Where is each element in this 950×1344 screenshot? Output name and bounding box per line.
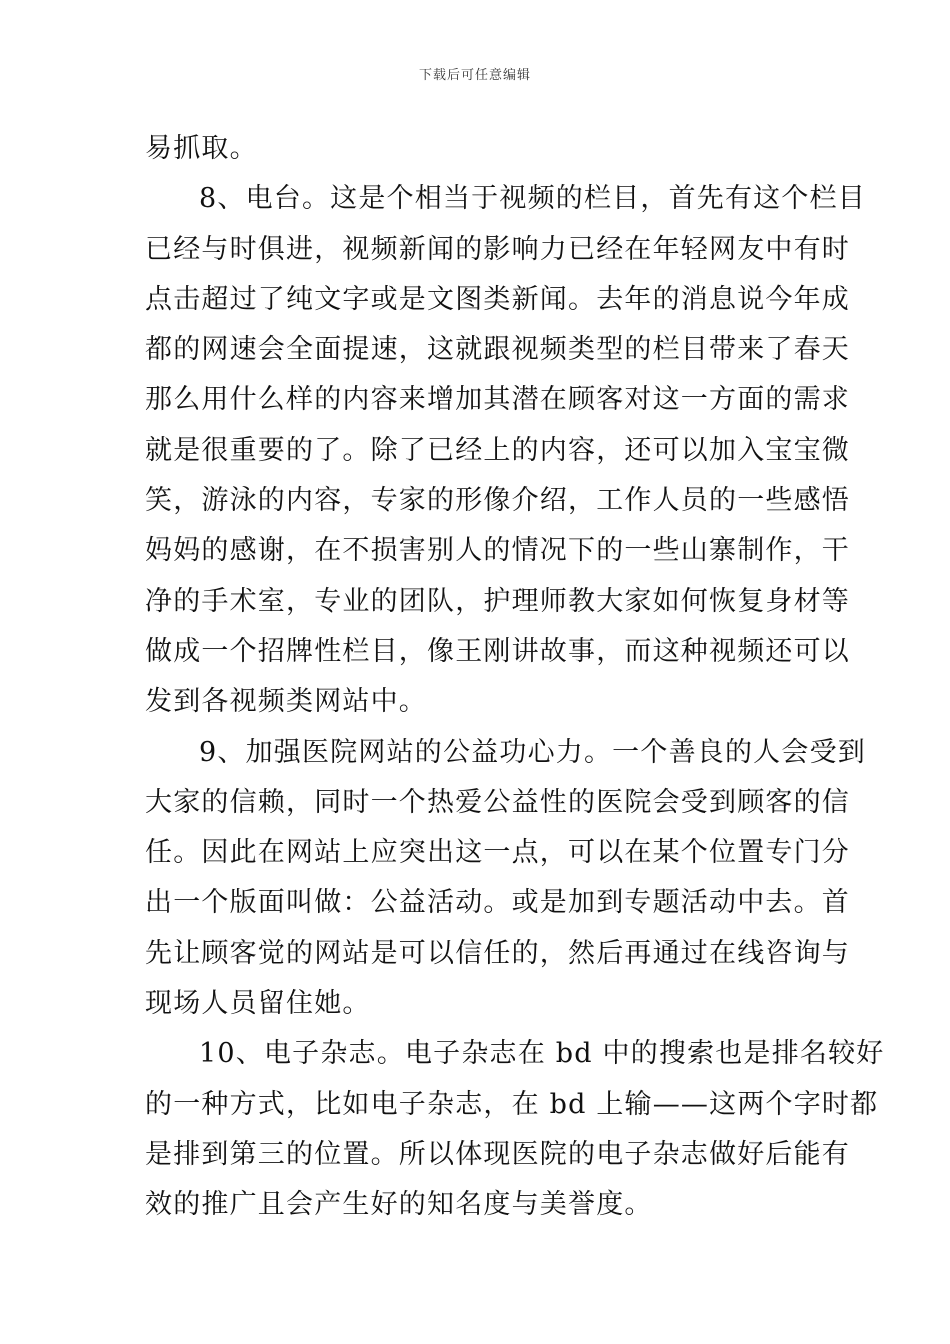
text-line: 净的手术室，专业的团队，护理师教大家如何恢复身材等 [145, 585, 850, 617]
text-line: 就是很重要的了。除了已经上的内容，还可以加入宝宝微 [145, 434, 850, 466]
paragraph-start-line: 8、电台。这是个相当于视频的栏目，首先有这个栏目 [199, 183, 866, 215]
text-line: 都的网速会全面提速，这就跟视频类型的栏目带来了春天 [145, 334, 850, 366]
text-line: 出一个版面叫做：公益活动。或是加到专题活动中去。首 [145, 887, 850, 919]
text-line: 发到各视频类网站中。 [145, 686, 427, 718]
text-line: 笑，游泳的内容，专家的形像介绍，工作人员的一些感悟 [145, 485, 850, 517]
text-line: 大家的信赖，同时一个热爱公益性的医院会受到顾客的信 [145, 786, 850, 818]
text-line: 那么用什么样的内容来增加其潜在顾客对这一方面的需求 [145, 384, 850, 416]
text-line: 做成一个招牌性栏目，像王刚讲故事，而这种视频还可以 [145, 635, 850, 667]
paragraph-start-line: 10、电子杂志。电子杂志在 bd 中的搜索也是排名较好 [199, 1038, 885, 1070]
page-header: 下载后可任意编辑 [418, 68, 531, 83]
text-line: 的一种方式，比如电子杂志，在 bd 上输——这两个字时都 [145, 1088, 879, 1120]
text-line: 是排到第三的位置。所以体现医院的电子杂志做好后能有 [145, 1138, 850, 1170]
text-line: 现场人员留住她。 [145, 988, 371, 1020]
text-line: 已经与时俱进，视频新闻的影响力已经在年轻网友中有时 [145, 233, 850, 265]
text-line: 易抓取。 [145, 133, 258, 164]
text-line: 任。因此在网站上应突出这一点，可以在某个位置专门分 [145, 837, 850, 869]
text-line: 效的推广且会产生好的知名度与美誉度。 [145, 1189, 653, 1221]
text-line: 妈妈的感谢，在不损害别人的情况下的一些山寨制作，干 [145, 535, 850, 567]
document-body [145, 124, 885, 1231]
paragraph-start-line: 9、加强医院网站的公益功心力。一个善良的人会受到 [199, 736, 866, 768]
text-line: 点击超过了纯文字或是文图类新闻。去年的消息说今年成 [145, 283, 850, 315]
text-line: 先让顾客觉的网站是可以信任的，然后再通过在线咨询与 [145, 937, 850, 969]
